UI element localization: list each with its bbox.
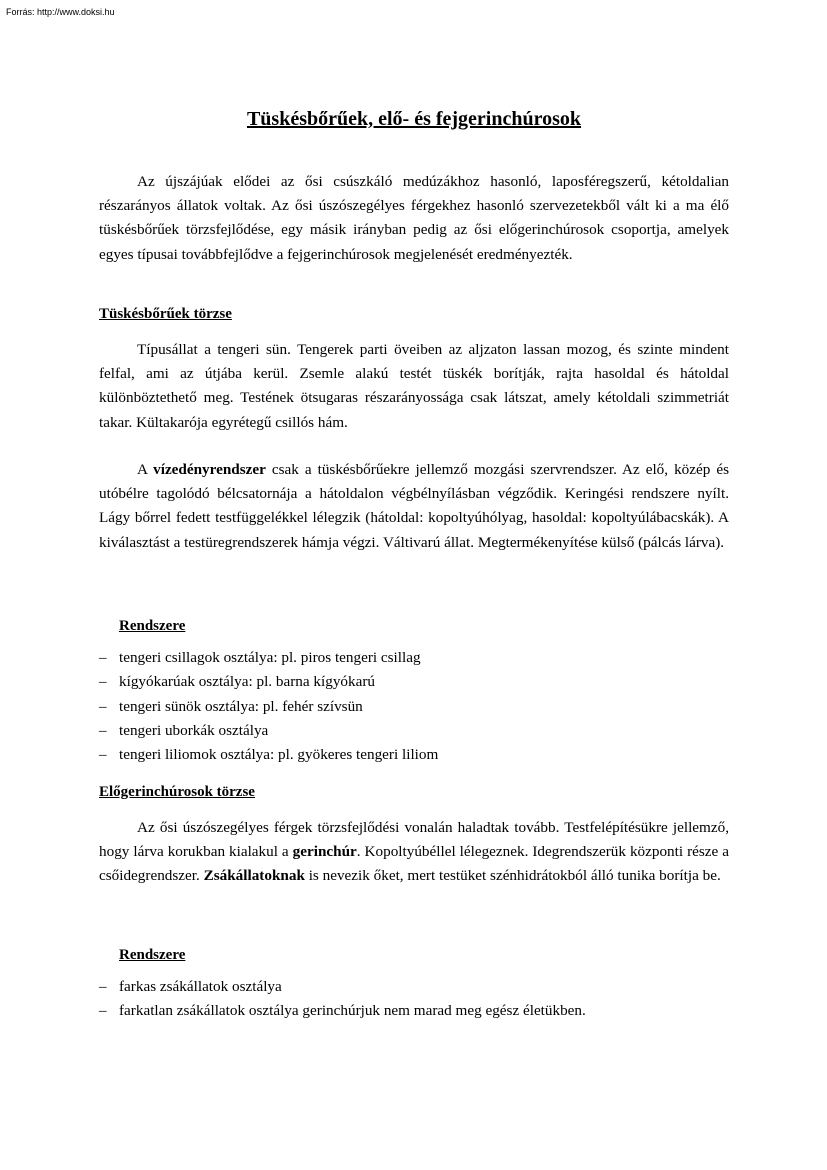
section2-system-list (99, 975, 586, 1024)
p2-rest: csak a tüskésbőrűekre jellemző mozgási szervrendszer. Az elő, közép és utóbélre tagolódó bélcsatornája a hátoldalon végbélnyílásban végződik. Keringési rendszere nyílt. Lágy bőrrel fedett testfüggelékkel lélegzik (hátoldal: kopoltyúhólyag, hasoldal: kopoltyúlábacskák). A kiválasztást a testüregrendszerek hámja végzi. Váltivarú állat. Megtermékenyítése külső (pálcás lárva). (99, 461, 729, 551)
list-item: – farkas zsákállatok osztálya (99, 975, 586, 999)
section1-paragraph1: Típusállat a tengeri sün. Tengerek parti öveiben az aljzaton lassan mozog, és szinte mindent felfal, ami az útjába kerül. Zsemle alakú testét tüskék borítják, rajta hasoldal és hátoldal különböztethető meg. Testének ötsugaras részarányossága csak látszat, amely kétoldali szimmetriát takar. Kültakarója egyrétegű csillós hám. (99, 341, 729, 431)
list-item: – tengeri csillagok osztálya: pl. piros tengeri csillag (99, 646, 438, 670)
list-item: – kígyókarúak osztálya: pl. barna kígyókarú (99, 670, 438, 694)
s2-text-e: is nevezik őket, mert testüket szénhidrátokból álló tunika borítja be. (304, 867, 721, 885)
s2-text-c: . Kopoltyúbéllel lélegeznek. Idegrendszerük központi része a csőidegrendszer. (99, 843, 729, 885)
source-url: Forrás: http://www.doksi.hu (6, 7, 115, 17)
list-item: – farkatlan zsákállatok osztálya gerinchúrjuk nem marad meg egész életükben. (99, 999, 586, 1023)
section1-paragraph2 (99, 458, 729, 555)
section2-heading: Előgerinchúrosok törzse (99, 784, 255, 800)
p2-term-vizedenyrendszer: vízedényrendszer (153, 461, 266, 478)
s2-text-a: Az ősi úszószegélyes férgek törzsfejlődési vonalán haladtak tovább. Testfelépítésükre jellemző, hogy lárva korukban kialakul a (99, 819, 729, 861)
s2-term-zsakallatoknak: Zsákállatoknak (203, 867, 305, 885)
p2-start: A (137, 461, 154, 478)
section1-heading: Tüskésbőrűek törzse (99, 306, 232, 322)
section2-system-heading: Rendszere (119, 947, 186, 963)
intro-paragraph: Az újszájúak elődei az ősi csúszkáló medúzákhoz hasonló, laposféregszerű, kétoldalian részarányos állatok voltak. Az ősi úszószegélyes férgekhez hasonló szervezetekből vált ki a ma élő tüskésbőrűek törzsfejlődése, egy másik irányban pedig az ősi előgerinchúrosok csoportja, amelyek egyes típusai továbbfejlődve a fejgerinchúrosok megjelenését eredményezték. (99, 173, 729, 263)
page-title: Tüskésbőrűek, elő- és fejgerinchúrosok (246, 108, 582, 130)
section1-system-heading: Rendszere (119, 618, 186, 634)
s2-term-gerinchur: gerinchúr (292, 843, 357, 861)
section1-system-list (99, 646, 438, 767)
list-item: – tengeri sünök osztálya: pl. fehér szívsün (99, 695, 438, 719)
list-item: – tengeri liliomok osztálya: pl. gyökeres tengeri liliom (99, 743, 438, 767)
section2-paragraph (99, 816, 729, 889)
list-item: – tengeri uborkák osztálya (99, 719, 438, 743)
